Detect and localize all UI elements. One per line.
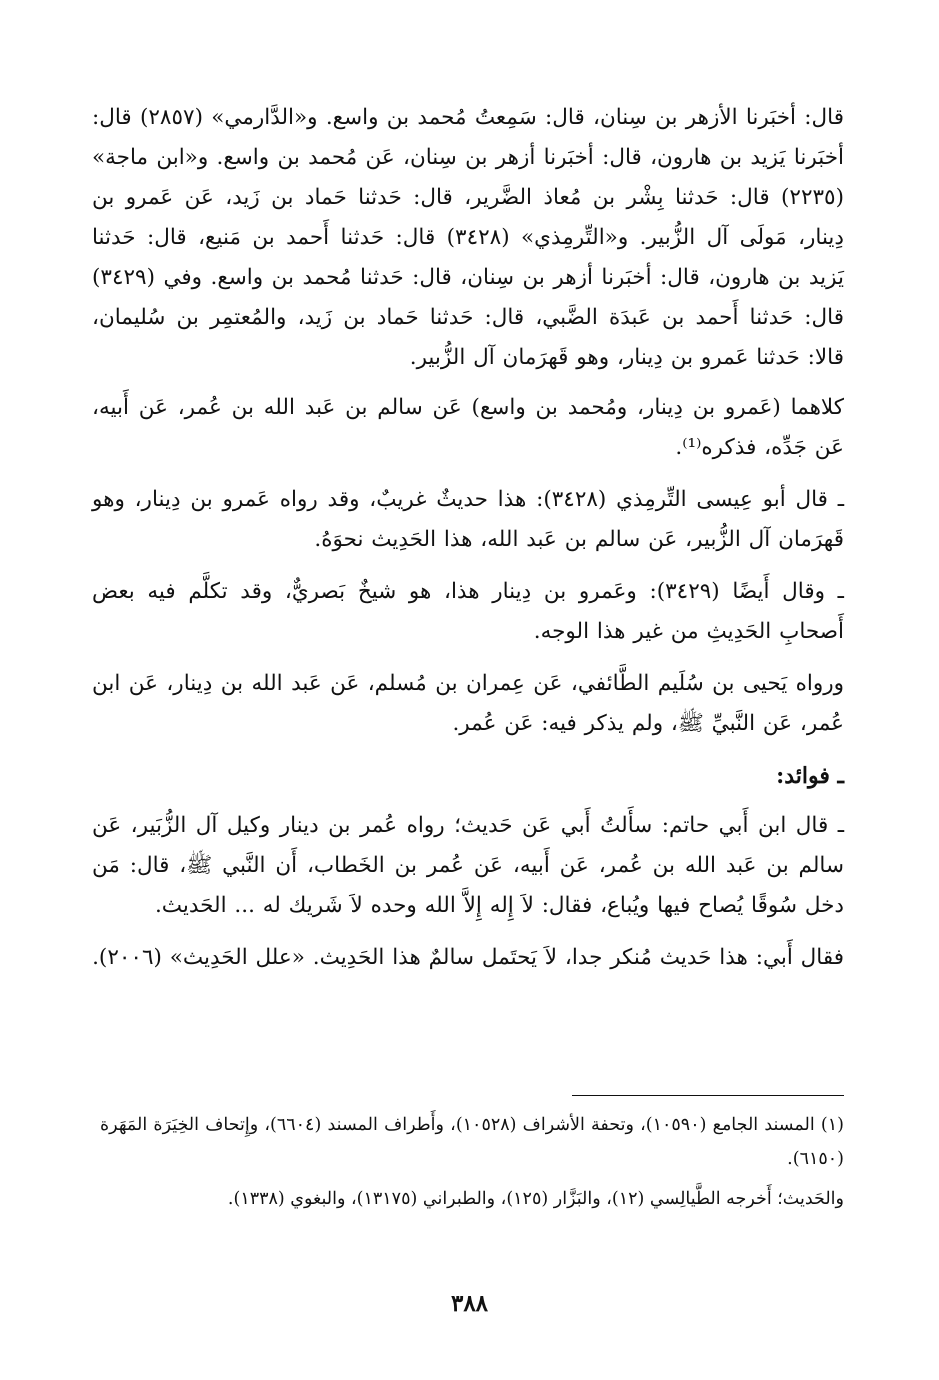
main-text [92, 98, 844, 990]
paragraph-ilal: فقال أَبي: هذا حَديث مُنكر جدا، لاَ يَحتَمل سالمٌ هذا الحَدِيث. «علل الحَدِيث» (٢٠٠٦). [92, 945, 844, 970]
footnote-1: (١) المسند الجامع (١٠٥٩٠)، وتحفة الأشراف (١٠٥٢٨)، وأَطراف المسند (٦٦٠٤)، وإِتحاف الخِيَرَة المَهَرة (٦١٥٠). [100, 1115, 844, 1169]
section-heading-fawaid: ـ فوائد: [776, 763, 844, 789]
paragraph-yahya-riwaya: ورواه يَحيى بن سُلَيم الطَّائفي، عَن عِمران بن مُسلم، عَن عَبد الله بن دِينار، عَن ابن عُمر، عَن النَّبيِّ ﷺ، ولم يذكر فيه: عَن عُمر. [92, 671, 844, 736]
footnotes [100, 1108, 844, 1222]
paragraph-tirmidhi-3428: ـ قال أبو عِيسى التِّرمِذي (٣٤٢٨): هذا حديثٌ غريبٌ، وقد رواه عَمرو بن دِينار، وهو قَهرَمان آل الزُّبير، عَن سالم بن عَبد الله، هذا الحَدِيث نحوَهُ. [92, 487, 844, 552]
paragraph-tirmidhi-3429: ـ وقال أَيضًا (٣٤٢٩): وعَمرو بن دِينار هذا، هو شيخٌ بَصريٌّ، وقد تكلَّم فيه بعض أَصحابِ الحَدِيثِ من غير هذا الوجه. [92, 579, 844, 644]
footnote-2: والحَديث؛ أَخرجه الطَّيالِسي (١٢)، والبَزَّار (١٢٥)، والطبراني (١٣١٧٥)، والبغوي (١٣٣٨). [227, 1189, 844, 1209]
page-number: ٣٨٨ [450, 1290, 489, 1317]
footnote-separator [572, 1095, 844, 1096]
paragraph-both-narrators: كلاهما (عَمرو بن دِينار، ومُحمد بن واسع) عَن سالم بن عَبد الله بن عُمر، عَن أَبيه، عَن جَدِّه، فذكره⁽¹⁾. [92, 395, 844, 460]
paragraph-isnad: قال: أخبَرنا الأزهر بن سِنان، قال: سَمِعتُ مُحمد بن واسع. و«الدَّارمي» (٢٨٥٧) قال: أخبَرنا يَزيد بن هارون، قال: أخبَرنا أزهر بن سِنان، عَن مُحمد بن واسع. و«ابن ماجة» (٢٢٣٥) قال: حَدثنا بِشْر بن مُعاذ الضَّرير، قال: حَدثنا حَماد بن زَيد، عَن عَمرو بن دِينار، مَولَى آل الزُّبير. و«التِّرمِذي» (٣٤٢٨) قال: حَدثنا أَحمد بن مَنيع، قال: حَدثنا يَزيد بن هارون، قال: أخبَرنا أزهر بن سِنان، قال: حَدثنا مُحمد بن واسع. وفي (٣٤٢٩) قال: حَدثنا أَحمد بن عَبدَة الضَّبي، قال: حَدثنا حَماد بن زَيد، والمُعتمِر بن سُليمان، قالا: حَدثنا عَمرو بن دِينار، وهو قَهرَمان آل الزُّبير. [92, 105, 844, 370]
paragraph-ibn-abi-hatim: ـ قال ابن أَبي حاتم: سأَلتُ أَبي عَن حَديث؛ رواه عُمر بن دينار وكيل آل الزُّبَير، عَن سالم بن عَبد الله بن عُمر، عَن أَبيه، عَن عُمر بن الخَطاب، أَن النَّبي ﷺ، قال: مَن دخل سُوقًا يُصاح فيها ويُباع، فقال: لاَ إِله إِلاَّ الله وحده لاَ شَريك له ... الحَديث. [92, 813, 844, 918]
